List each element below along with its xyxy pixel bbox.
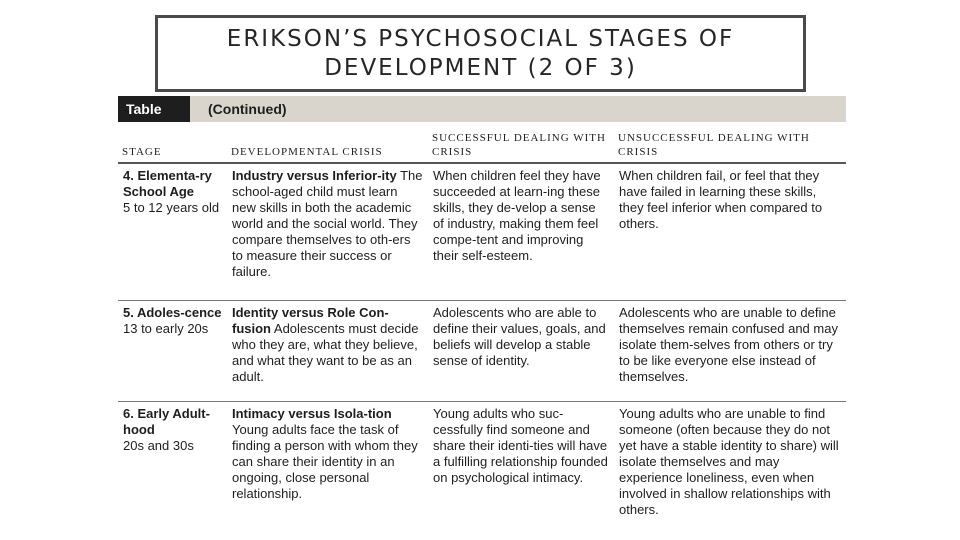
crisis-text: Adolescents must decide who they are, what they believe, and what they want to be as an adult. — [232, 321, 419, 384]
stage-cell — [118, 301, 227, 401]
unsuccess-cell: Young adults who are unable to find someone (often because they do not yet have a stable identity to share) will isolate themselves and may experience loneliness, even when involved in shallow relationships with others. — [619, 406, 839, 517]
header-crisis: DEVELOPMENTAL CRISIS — [231, 146, 383, 158]
stage-age: 13 to early 20s — [123, 321, 209, 336]
success-cell: When children feel they have succeeded at learn-ing these skills, they de-velop a sense of industry, making them feel compe-tent and improving their self-esteem. — [433, 168, 601, 263]
stage-age: 5 to 12 years old — [123, 200, 220, 215]
table-caption-bar — [118, 96, 846, 143]
slide-title-box — [155, 15, 806, 92]
table-number: Table 12.3 — [118, 96, 190, 122]
crisis-text: The school-aged child must learn new skills in both the academic world and the social world. They compare themselves to oth-ers to measure their success or failure. — [232, 168, 423, 279]
crisis-cell — [227, 164, 428, 300]
stage-cell — [118, 402, 227, 540]
stage-cell — [118, 164, 227, 300]
stage-name: 6. Early Adult-hood — [123, 406, 210, 437]
table-row — [118, 402, 846, 540]
table-row — [118, 301, 846, 402]
crisis-name: Identity versus Role Con-fusion — [232, 305, 389, 336]
crisis-name: Intimacy versus Isola-tion — [232, 406, 392, 421]
crisis-name: Industry versus Inferior-ity — [232, 168, 397, 183]
unsuccess-cell: When children fail, or feel that they have failed in learning these skills, they feel inferior when compared to others. — [619, 168, 823, 231]
slide-title-line-1: ERIKSON’S PSYCHOSOCIAL STAGES OF — [226, 25, 735, 52]
erikson-table — [118, 96, 846, 540]
stage-age: 20s and 30s — [123, 438, 194, 453]
table-continued-label: (Continued) — [208, 101, 287, 117]
stage-name: 4. Elementa-ry School Age — [123, 168, 212, 199]
success-cell: Adolescents who are able to define their values, goals, and beliefs will develop a stable sense of identity. — [433, 305, 606, 368]
header-unsuccess: UNSUCCESSFUL DEALING WITH CRISIS — [618, 132, 810, 158]
slide-title-line-2: DEVELOPMENT (2 OF 3) — [324, 54, 637, 81]
table-row — [118, 164, 846, 301]
header-success: SUCCESSFUL DEALING WITH CRISIS — [432, 132, 606, 158]
table-column-headers — [118, 122, 846, 164]
success-cell: Young adults who suc-cessfully find someone and share their identi-ties will have a fulfilling relationship founded on psychological intimacy. — [433, 406, 608, 485]
crisis-cell — [227, 402, 428, 540]
crisis-text: Young adults face the task of finding a person with whom they can share their identity in an ongoing, close personal relationship. — [232, 422, 418, 501]
unsuccess-cell: Adolescents who are unable to define themselves remain confused and may isolate them-selves from others or try to be like everyone else instead of themselves. — [619, 305, 838, 384]
header-stage: STAGE — [122, 146, 162, 158]
stage-name: 5. Adoles-cence — [123, 305, 222, 320]
crisis-cell — [227, 301, 428, 401]
